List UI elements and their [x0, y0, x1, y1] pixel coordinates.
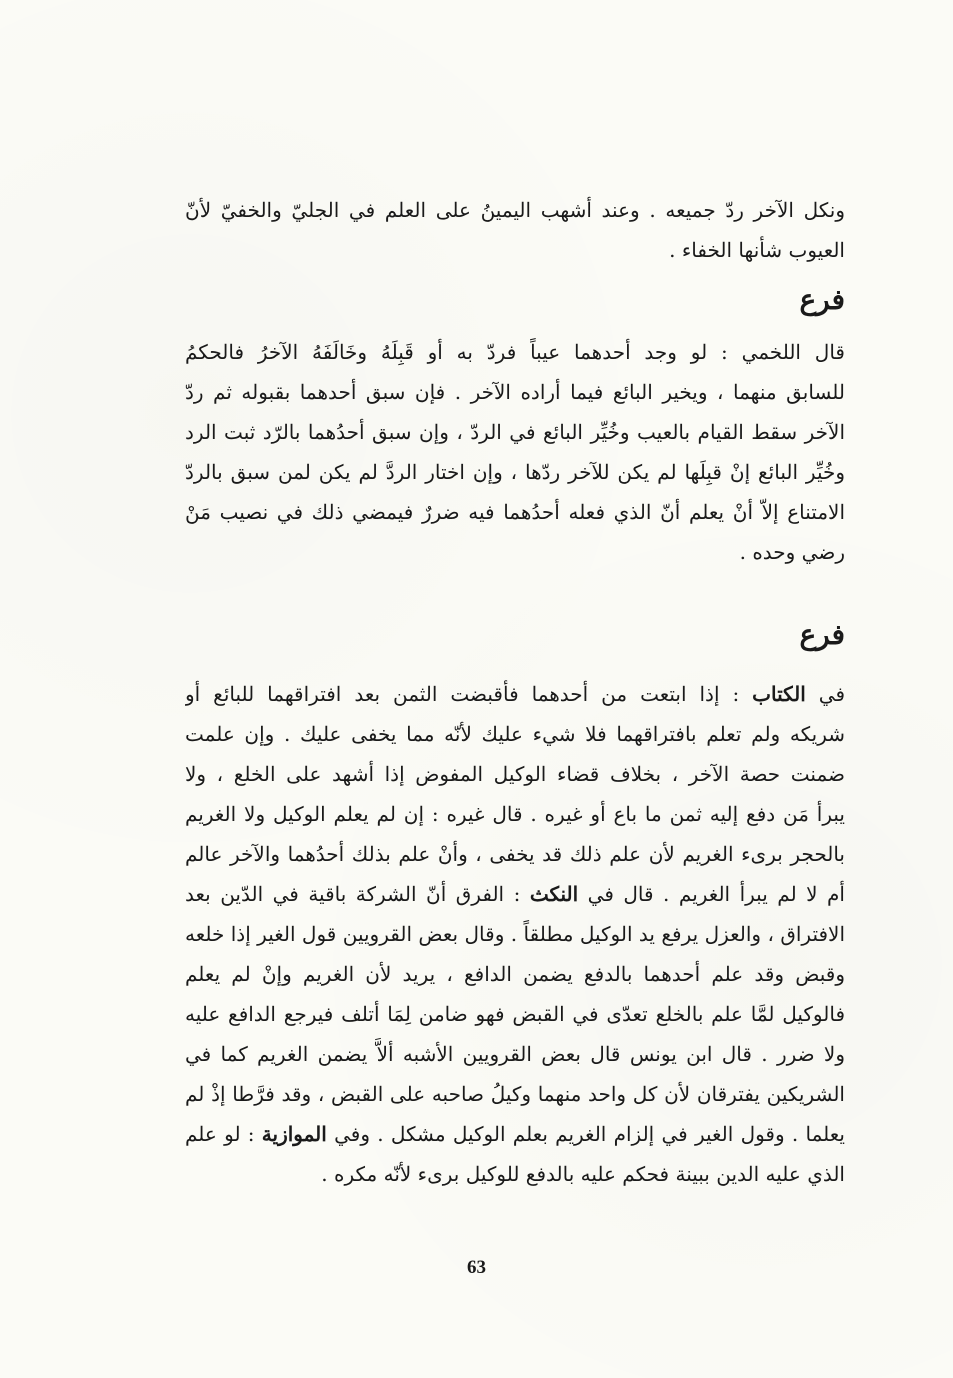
source-title-nukat: النكث	[529, 882, 579, 906]
page-number: 63	[467, 1257, 486, 1278]
paragraph-1-line-2: العيوب شأنها الخفاء .	[669, 238, 845, 262]
paragraph-3-line-10: ولا ضرر . قال ابن يونس قال بعض القرويين الأشبه ألاَّ يضمن الغريم كما في	[185, 1042, 845, 1066]
paragraph-2-line-6: رضي وحده .	[739, 540, 845, 564]
paragraph-3-line-4: يبرأ مَن دفع إليه ثمن ما باع أو غيره . قال غيره : إن لم يعلم الوكيل ولا الغريم	[185, 802, 845, 826]
paragraph-3-line-12-after: : لو علم	[185, 1122, 262, 1146]
paragraph-3-line-6-after: : الفرق أنّ الشركة باقية في الدّين بعد	[185, 882, 530, 906]
paragraph-3-line-1	[185, 674, 845, 714]
paragraph-2	[185, 332, 845, 572]
paragraph-3-line-9: فالوكيل لمَّا علم بالخلع تعدّى في القبض فهو ضامن لِمَا أتلف فيرجع الدافع عليه	[185, 1002, 845, 1026]
paragraph-3-line-7: الافتراق ، والعزل يرفع يد الوكيل مطلقاً . وقال بعض القرويين قول الغير إذا خلعه	[185, 922, 845, 946]
paragraph-3-line-1-after: : إذا ابتعت من أحدهما فأقبضت الثمن بعد افتراقهما للبائع أو	[185, 682, 753, 706]
paragraph-3-line-13: الذي عليه الدين ببينة فحكم عليه بالدفع للوكيل برىء لأنّه مكره .	[321, 1162, 845, 1186]
paragraph-3-line-3: ضمنت حصة الآخر ، بخلاف قضاء الوكيل المفوض إذا أشهد على الخلع ، ولا	[185, 762, 845, 786]
paragraph-3-line-12-before: يعلما . وقول الغير في إلزام الغريم بعلم الوكيل مشكل . وفي	[326, 1122, 845, 1146]
paragraph-3-line-8: وقبض وقد علم أحدهما بالدفع يضمن الدافع ، يريد لأن الغريم وإنْ لم يعلم	[185, 962, 845, 986]
paragraph-3-line-1-before: في	[805, 682, 845, 706]
paragraph-3-line-6	[185, 874, 845, 914]
paragraph-3-line-11: الشريكين يفترقان لأن كل واحد منهما وكيلُ صاحبه على القبض ، وقد فرَّطا إذْ لم	[185, 1082, 845, 1106]
source-title-kitab: الكتاب	[752, 682, 806, 706]
section-heading-1: فرع	[799, 283, 845, 316]
section-heading-2: فرع	[799, 618, 845, 651]
source-title-mawaziya: الموازية	[261, 1122, 327, 1146]
paragraph-1-line-1: ونكل الآخر ردّ جميعه . وعند أشهب اليمينُ على العلم في الجليّ والخفيّ لأنّ	[185, 198, 845, 222]
paragraph-2-line-1: قال اللخمي : لو وجد أحدهما عيباً فردّ به أو قَبِلَهُ وخَالَفَهُ الآخرُ فالحكمُ	[185, 340, 845, 364]
paragraph-3-line-6-before: أم لا لم يبرأ الغريم . قال في	[578, 882, 845, 906]
paragraph-2-line-4: وخُيِّر البائع إنْ قبِلَها لم يكن للآخر ردّها ، وإن اختار الردَّ لم يكن لمن سبق بالردّ	[185, 460, 845, 484]
paragraph-3-line-2: شريكه ولم تعلم بافتراقهما فلا شيء عليك لأنّه مما يخفى عليك . وإن علمت	[185, 722, 845, 746]
paragraph-1	[185, 190, 845, 270]
paragraph-2-line-2: للسابق منهما ، ويخير البائع فيما أراده الآخر . فإن سبق أحدهما بقبوله ثم ردّ	[185, 380, 845, 404]
paragraph-3	[185, 674, 845, 1194]
paragraph-2-line-3: الآخر سقط القيام بالعيب وخُيِّر البائع في الردّ ، وإن سبق أحدُهما بالرّد ثبت الرد	[185, 420, 845, 444]
paragraph-2-line-5: الامتناع إلاّ أنْ يعلم أنّ الذي فعله أحدُهما فيه ضررٌ فيمضي ذلك في نصيب مَنْ	[185, 500, 845, 524]
paragraph-3-line-5: بالحجر برىء الغريم لأن علم ذلك قد يخفى ، وأنْ علم بذلك أحدُهما والآخر عالم	[185, 842, 845, 866]
paragraph-3-line-12	[185, 1114, 845, 1154]
